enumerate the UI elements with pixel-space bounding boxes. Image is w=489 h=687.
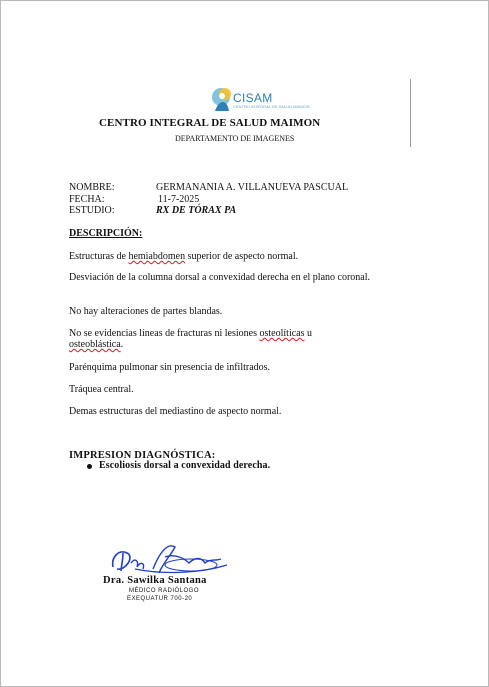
description-paragraph-1	[69, 251, 399, 262]
logo-subtitle: CENTRO INTEGRAL DE SALUD MAIMON	[233, 104, 310, 109]
signer-role: MÉDICO RADIÓLOGO	[129, 588, 200, 594]
text-run: superior de aspecto normal.	[185, 251, 299, 262]
description-paragraph-5: Parénquima pulmonar sin presencia de infiltrados.	[69, 362, 271, 373]
description-paragraph-3: No hay alteraciones de partes blandas.	[69, 306, 223, 317]
logo-text: CISAM	[233, 91, 273, 105]
signer-name: Dra. Sawilka Santana	[103, 575, 207, 586]
signer-exequatur: EXEQUATUR 700-20	[127, 596, 193, 602]
impression-title: IMPRESION DIAGNÓSTICA:	[69, 450, 216, 461]
date-label: FECHA:	[69, 194, 105, 205]
description-paragraph-6: Tráquea central.	[69, 384, 134, 395]
description-paragraph-7: Demas estructuras del mediastino de aspecto normal.	[69, 406, 282, 417]
name-label: NOMBRE:	[69, 182, 115, 193]
description-title: DESCRIPCIÓN:	[69, 228, 143, 239]
description-paragraph-2: Desviación de la columna dorsal a convexidad derecha en el plano coronal.	[69, 272, 370, 283]
description-paragraph-4	[69, 328, 399, 350]
spellcheck-word: hemiabdomen	[128, 251, 186, 262]
bullet-icon	[87, 464, 92, 469]
organization-title: CENTRO INTEGRAL DE SALUD MAIMON	[99, 117, 321, 129]
header-divider	[410, 79, 411, 147]
department-title: DEPARTAMENTO DE IMAGENES	[175, 134, 295, 143]
study-label: ESTUDIO:	[69, 205, 115, 216]
spellcheck-word: osteoblástica	[69, 339, 121, 350]
name-value: GERMANANIA A. VILLANUEVA PASCUAL	[156, 182, 349, 193]
spellcheck-word: osteolíticas	[259, 328, 305, 339]
study-value: RX DE TÓRAX PA	[156, 205, 237, 216]
impression-item: Escoliosis dorsal a convexidad derecha.	[99, 460, 271, 471]
text-run: u	[304, 328, 312, 339]
date-value: 11-7-2025	[158, 194, 200, 205]
text-run: Estructuras de	[69, 251, 129, 262]
handwritten-signature	[105, 539, 235, 579]
text-run: No se evidencias líneas de fracturas ni lesiones	[69, 328, 260, 339]
text-run: .	[120, 339, 124, 350]
